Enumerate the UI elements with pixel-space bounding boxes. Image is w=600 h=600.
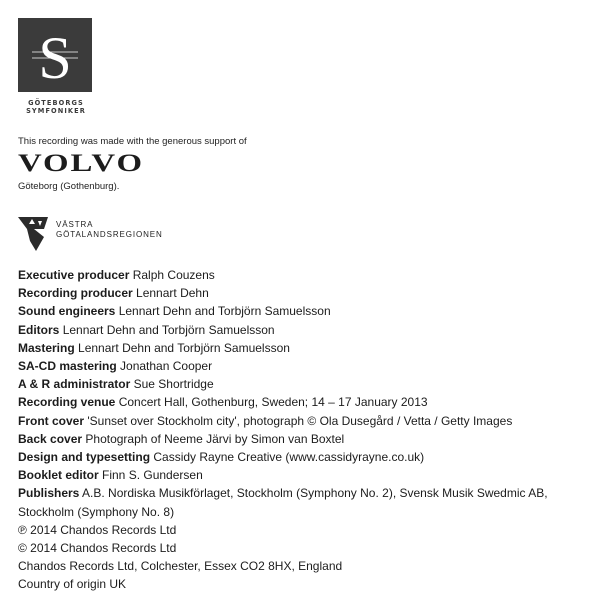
gso-name-line1: GÖTEBORGS (28, 99, 84, 107)
credit-value: Country of origin UK (18, 577, 127, 592)
credit-line (18, 412, 596, 430)
region-logo (18, 215, 163, 251)
credit-line (18, 575, 596, 593)
credit-value: Lennart Dehn and Torbjörn Samuelsson (78, 340, 290, 355)
credit-label: Design and typesetting (18, 450, 151, 465)
credit-value: Concert Hall, Gothenburg, Sweden; 14 – 17 January 2013 (118, 395, 428, 410)
credit-line (18, 339, 596, 357)
credit-value: 'Sunset over Stockholm city', photograph © Ola Dusegård / Vetta / Getty Images (87, 413, 513, 428)
credit-line (18, 266, 596, 284)
volvo-wordmark: VOLVO (18, 151, 144, 175)
credit-line (18, 284, 596, 302)
credit-label: Editors (18, 322, 60, 337)
region-emblem-icon (18, 215, 52, 251)
region-name-line2: GÖTALANDSREGIONEN (56, 229, 163, 239)
credit-label: Recording producer (18, 286, 133, 301)
region-wordmark (56, 220, 163, 239)
credit-value: Ralph Couzens (132, 268, 215, 282)
credit-line (18, 557, 596, 575)
credit-label: Recording venue (18, 395, 116, 410)
credit-line (18, 484, 596, 502)
credit-label: A & R administrator (18, 377, 131, 392)
credit-value: Sue Shortridge (133, 377, 214, 392)
credit-value: © 2014 Chandos Records Ltd (18, 541, 177, 556)
credit-line (18, 375, 596, 393)
credit-label: SA-CD mastering (18, 359, 117, 374)
credit-line (18, 466, 596, 484)
gso-monogram-letter: S (38, 25, 72, 91)
credit-line (18, 357, 596, 375)
credit-value: Cassidy Rayne Creative (www.cassidyrayne.co.uk) (153, 450, 425, 465)
credit-line (18, 503, 596, 521)
gso-monogram-icon (18, 18, 92, 92)
gso-wordmark (18, 99, 94, 115)
credit-label: Publishers (18, 486, 80, 501)
credit-line (18, 448, 596, 466)
credit-label: Mastering (18, 340, 75, 355)
credit-label: Booklet editor (18, 468, 99, 483)
credit-value: A.B. Nordiska Musikförlaget, Stockholm (Symphony No. 2), Svensk Musik Swedmic AB, (82, 486, 548, 501)
support-text: This recording was made with the generous support of (18, 136, 247, 147)
credit-line (18, 521, 596, 539)
credit-value: Lennart Dehn (136, 286, 209, 301)
credit-value: Lennart Dehn and Torbjörn Samuelsson (118, 304, 331, 319)
credit-line (18, 302, 596, 320)
gso-name-line2: SYMFONIKER (26, 107, 86, 115)
credits-list (18, 266, 596, 594)
sponsor-city: Göteborg (Gothenburg). (18, 181, 120, 192)
volvo-logo (18, 151, 148, 180)
region-name-line1: VÄSTRA (56, 220, 94, 229)
credit-value: Finn S. Gundersen (102, 468, 203, 483)
credit-line (18, 321, 596, 339)
gso-logo (18, 18, 92, 92)
credit-value: Jonathan Cooper (120, 359, 213, 374)
credit-value: Stockholm (Symphony No. 8) (18, 504, 175, 519)
credit-label: Back cover (18, 431, 83, 446)
credit-value: Lennart Dehn and Torbjörn Samuelsson (62, 322, 275, 337)
credit-line (18, 430, 596, 448)
credit-value: Photograph of Neeme Järvi by Simon van Boxtel (85, 431, 345, 446)
credit-label: Front cover (18, 413, 85, 428)
credit-line (18, 393, 596, 411)
credit-label: Sound engineers (18, 304, 116, 319)
credit-label: Executive producer (18, 268, 130, 282)
credit-line (18, 539, 596, 557)
credit-value: Chandos Records Ltd, Colchester, Essex CO2 8HX, England (18, 559, 343, 574)
credit-value: ℗ 2014 Chandos Records Ltd (18, 522, 177, 537)
